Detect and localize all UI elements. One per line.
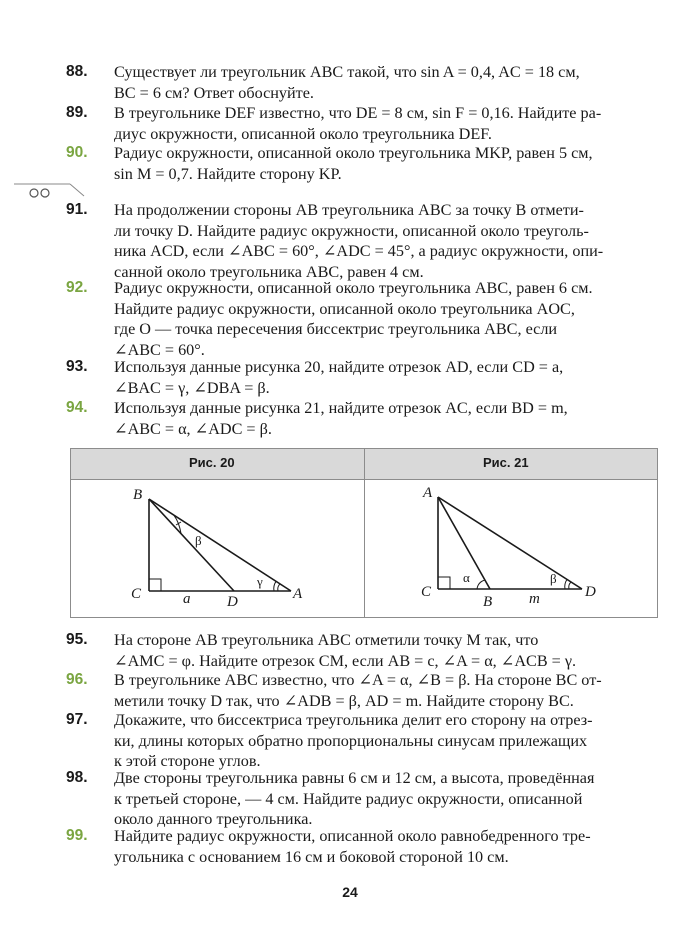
label-B: B <box>133 487 143 503</box>
problem-97 <box>66 710 656 772</box>
figure-21-title: Рис. 21 <box>483 455 529 470</box>
problem-line: санной около треугольника ABC, равен 4 см. <box>114 262 424 281</box>
problem-92 <box>66 278 656 360</box>
problem-number: 98. <box>66 769 88 786</box>
problem-line: диус окружности, описанной около треугольника DEF. <box>114 124 492 143</box>
problem-line: В треугольнике ABC известно, что ∠A = α, ∠B = β. На стороне BC от- <box>114 671 602 689</box>
problem-line: угольника с основанием 16 см и боковой стороной 10 см. <box>114 847 509 866</box>
problem-line: ∠AMC = φ. Найдите отрезок CM, если AB = c, ∠A = α, ∠ACB = γ. <box>114 651 577 670</box>
problem-89 <box>66 103 656 144</box>
problem-93 <box>66 357 656 398</box>
label-a: a <box>183 591 191 607</box>
problem-line: В треугольнике DEF известно, что DE = 8 см, sin F = 0,16. Найдите ра- <box>114 104 602 122</box>
angle-arc-gamma-2 <box>278 584 280 591</box>
page-number: 24 <box>342 884 358 900</box>
problem-number: 93. <box>66 358 88 375</box>
problem-91 <box>66 200 656 282</box>
problem-number: 88. <box>66 63 88 80</box>
problem-line: На стороне AB треугольника ABC отметили точку M так, что <box>114 631 539 649</box>
problem-number: 94. <box>66 399 88 416</box>
segment-BA <box>149 499 291 591</box>
problem-line: ∠ABC = α, ∠ADC = β. <box>114 419 272 438</box>
figure-21 <box>365 479 658 617</box>
problem-line: sin M = 0,7. Найдите сторону KP. <box>114 164 342 183</box>
problem-line: Радиус окружности, описанной около треугольника ABC, равен 6 см. <box>114 279 593 297</box>
right-angle-mark <box>149 579 161 591</box>
problem-line: Радиус окружности, описанной около треугольника MKP, равен 5 см, <box>114 144 593 162</box>
problem-96 <box>66 670 656 711</box>
label-C: C <box>421 584 432 600</box>
label-A: A <box>423 485 433 501</box>
problem-line: Докажите, что биссектриса треугольника делит его сторону на отрез- <box>114 711 593 729</box>
angle-arc-gamma-1 <box>274 581 276 591</box>
problem-line: Найдите радиус окружности, описанной около равнобедренного тре- <box>114 827 591 845</box>
problem-line: ли точку D. Найдите радиус окружности, описанной около треуголь- <box>114 221 589 240</box>
label-D: D <box>585 584 596 600</box>
label-A: A <box>293 586 303 602</box>
problem-line: ника ACD, если ∠ABC = 60°, ∠ADC = 45°, а радиус окружности, опи- <box>114 242 604 260</box>
problem-94 <box>66 398 656 439</box>
problem-number: 91. <box>66 201 88 218</box>
problem-line: На продолжении стороны AB треугольника ABC за точку B отмети- <box>114 201 584 219</box>
right-angle-mark <box>438 577 450 589</box>
label-alpha: α <box>463 570 470 585</box>
problem-line: метили точку D так, что ∠ADB = β, AD = m. Найдите сторону BC. <box>114 691 574 710</box>
problem-line: к этой стороне углов. <box>114 752 261 770</box>
label-gamma: γ <box>257 574 263 589</box>
problem-line: к третьей стороне, — 4 см. Найдите радиус окружности, описанной <box>114 789 583 808</box>
label-beta: β <box>550 571 557 586</box>
problem-line: Найдите радиус окружности, описанной около треугольника AOC, <box>114 299 575 318</box>
problem-line: ∠BAC = γ, ∠DBA = β. <box>114 378 270 397</box>
problem-number: 95. <box>66 631 88 648</box>
problem-98 <box>66 768 656 830</box>
problem-95 <box>66 630 656 671</box>
problem-number: 92. <box>66 279 88 296</box>
figures-table <box>70 448 658 618</box>
problem-line: Используя данные рисунка 20, найдите отрезок AD, если CD = a, <box>114 358 564 376</box>
problem-99 <box>66 826 656 867</box>
label-m: m <box>529 591 540 607</box>
problem-line: Используя данные рисунка 21, найдите отрезок AC, если BD = m, <box>114 399 568 417</box>
figure-20-title: Рис. 20 <box>189 455 235 470</box>
problem-line: Существует ли треугольник ABC такой, что sin A = 0,4, AC = 18 см, <box>114 63 580 81</box>
angle-arc-beta-1 <box>565 579 567 589</box>
label-C: C <box>131 586 142 602</box>
problem-line: BC = 6 см? Ответ обоснуйте. <box>114 83 314 102</box>
label-beta: β <box>195 533 202 548</box>
problem-number: 90. <box>66 144 88 161</box>
section-marker-icon <box>12 180 92 200</box>
problem-number: 97. <box>66 711 88 728</box>
problem-number: 96. <box>66 671 88 688</box>
label-D: D <box>227 594 238 610</box>
angle-arc-alpha <box>477 580 485 589</box>
problem-90 <box>66 143 656 184</box>
segment-AD <box>438 497 582 589</box>
problem-line: где O — точка пересечения биссектрис треугольника ABC, если <box>114 320 558 338</box>
problem-line: ки, длины которых обратно пропорциональны синусам прилежащих <box>114 731 588 750</box>
problem-number: 99. <box>66 827 88 844</box>
problem-line: Две стороны треугольника равны 6 см и 12 см, а высота, проведённая <box>114 769 595 787</box>
angle-arc-beta-2 <box>569 582 571 589</box>
problem-88 <box>66 62 656 103</box>
problem-number: 89. <box>66 104 88 121</box>
figure-20 <box>71 479 364 617</box>
problem-line: около данного треугольника. <box>114 810 313 828</box>
problem-line: ∠ABC = 60°. <box>114 340 205 359</box>
label-B: B <box>483 594 493 610</box>
